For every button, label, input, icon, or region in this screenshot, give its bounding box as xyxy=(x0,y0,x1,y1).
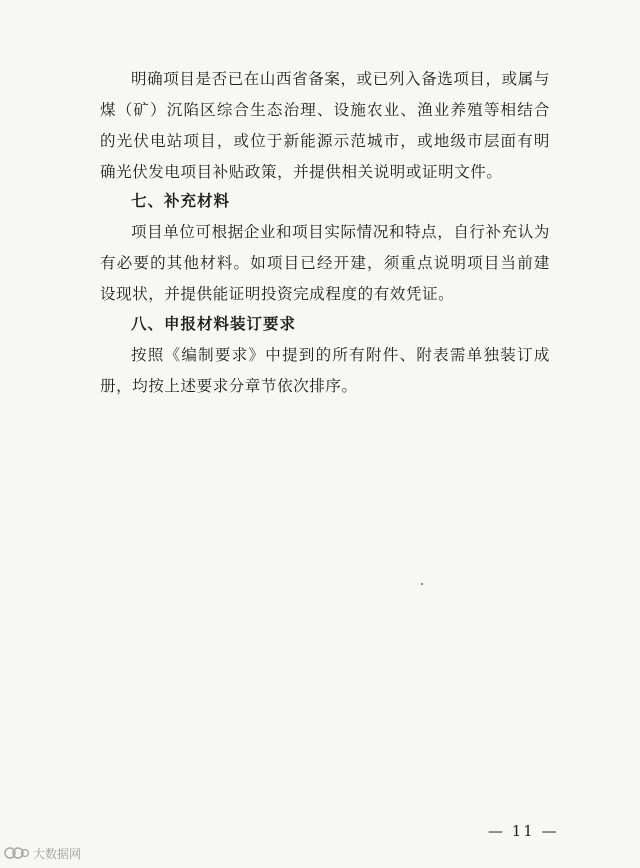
scan-speck xyxy=(421,583,423,585)
body-paragraph: 按照《编制要求》中提到的所有附件、附表需单独装订成册，均按上述要求分章节依次排序。 xyxy=(100,346,550,395)
section-heading-8: 八、申报材料装订要求 xyxy=(131,315,297,333)
watermark xyxy=(4,842,81,864)
watermark-text: 大数据网 xyxy=(33,846,82,861)
body-paragraph: 项目单位可根据企业和项目实际情况和特点，自行补充认为有必要的其他材料。如项目已经开建，须重点说明项目当前建设现状，并提供能证明投资完成程度的有效凭证。 xyxy=(100,223,550,303)
page-number: — 11 — xyxy=(488,822,559,840)
watermark-logo-icon xyxy=(4,845,30,861)
body-paragraph: 明确项目是否已在山西省备案，或已列入备选项目，或属与煤（矿）沉陷区综合生态治理、设施农业、渔业养殖等相结合的光伏电站项目，或位于新能源示范城市，或地级市层面有明确光伏发电项目补贴政策，并提供相关说明或证明文件。 xyxy=(100,70,550,181)
section-heading-7: 七、补充材料 xyxy=(131,192,231,210)
